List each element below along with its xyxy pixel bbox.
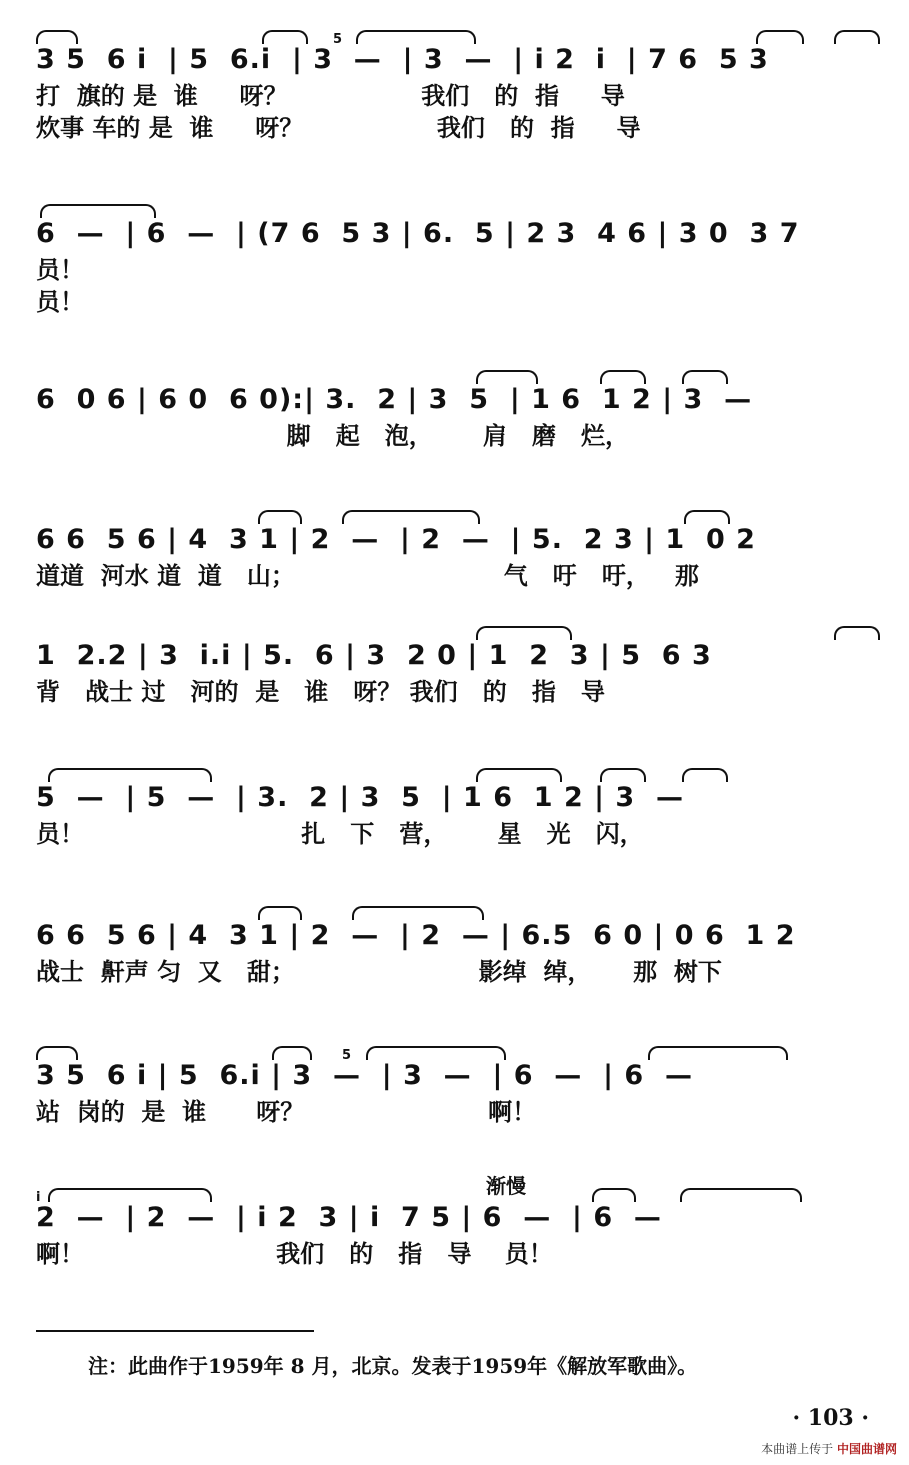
notation-line-3: 6 0 6 | 6 0 6 0):| 3. 2 | 3 5 | 1 6 1 2 | 3 —	[36, 384, 753, 415]
footnote-divider	[36, 1330, 314, 1332]
grace-note: 5	[342, 1048, 352, 1063]
page-number: · 103 ·	[792, 1405, 869, 1431]
lyric-line: 战士 鼾声 匀 又 甜； 影绰 绰， 那 树下	[36, 957, 722, 986]
slur-mark	[262, 30, 308, 44]
notation-line-2: 6 — | 6 — | (7 6 5 3 | 6. 5 | 2 3 4 6 | 3 0 3 7	[36, 218, 800, 249]
slur-mark	[36, 30, 78, 44]
slur-mark	[258, 906, 302, 920]
staff-system-9	[36, 1174, 886, 1270]
slur-mark	[756, 30, 804, 44]
slur-mark	[834, 30, 880, 44]
tie-mark	[648, 1046, 788, 1060]
grace-note: 5	[333, 32, 343, 47]
notation-line-7: 6 6 5 6 | 4 3 1 | 2 — | 2 — | 6.5 6 0 | 0 6 1 2	[36, 920, 796, 951]
footnote: 注：此曲作于1959年 8 月，北京。发表于1959年《解放军歌曲》。	[88, 1354, 698, 1378]
notation-line-9: 2 — | 2 — | i 2 3 | i 7 5 | 6 — | 6 —	[36, 1202, 662, 1233]
slur-mark	[476, 626, 572, 640]
site-logo-text: 中国曲谱网	[836, 1442, 897, 1456]
slur-mark	[476, 370, 538, 384]
staff-system-7	[36, 898, 886, 988]
staff-system-1	[36, 22, 886, 144]
notation-line-4: 6 6 5 6 | 4 3 1 | 2 — | 2 — | 5. 2 3 | 1 0 2	[36, 524, 756, 555]
tie-mark	[356, 30, 476, 44]
lyric-line: 员！	[36, 255, 84, 284]
tie-mark	[352, 906, 484, 920]
tie-mark	[366, 1046, 506, 1060]
lyric-line: 脚 起 泡， 肩 磨 烂，	[36, 421, 630, 450]
tie-mark	[680, 1188, 802, 1202]
slur-mark	[600, 370, 646, 384]
notation-line-1: 3 5 6 i | 5 6.i | 3 — | 3 — | i 2 i | 7 6 5 3	[36, 44, 769, 75]
tie-mark	[48, 1188, 212, 1202]
notation-line-8: 3 5 6 i | 5 6.i | 3 — | 3 — | 6 — | 6 —	[36, 1060, 693, 1091]
tie-mark	[40, 204, 156, 218]
staff-system-4	[36, 502, 886, 592]
slur-mark	[272, 1046, 312, 1060]
staff-system-5	[36, 618, 886, 708]
slur-mark	[476, 768, 562, 782]
slur-mark	[684, 510, 730, 524]
upload-watermark	[761, 1440, 897, 1457]
tie-mark	[48, 768, 212, 782]
slur-mark	[682, 768, 728, 782]
lyric-line: 站 岗的 是 谁 呀？ 啊！	[36, 1097, 537, 1126]
notation-line-6: 5 — | 5 — | 3. 2 | 3 5 | 1 6 1 2 | 3 —	[36, 782, 685, 813]
lyric-line: 炊事 车的 是 谁 呀？ 我们 的 指 导	[36, 113, 641, 142]
slur-mark	[600, 768, 646, 782]
notation-line-5: 1 2.2 | 3 i.i | 5. 6 | 3 2 0 | 1 2 3 | 5 6 3	[36, 640, 712, 671]
lyric-line: 啊！ 我们 的 指 导 员！	[36, 1239, 553, 1268]
slur-mark	[682, 370, 728, 384]
grace-note: i	[36, 1190, 41, 1205]
staff-system-6	[36, 760, 886, 850]
slur-mark	[36, 1046, 78, 1060]
tempo-direction: 渐慢	[486, 1174, 526, 1198]
lyric-line: 打 旗的 是 谁 呀？ 我们 的 指 导	[36, 81, 625, 110]
staff-system-8	[36, 1038, 886, 1128]
upload-note: 本曲谱上传于	[761, 1442, 834, 1456]
lyric-line: 员！	[36, 287, 84, 316]
lyric-line: 道道 河水 道 道 山； 气 吁 吁， 那	[36, 561, 699, 590]
slur-mark	[592, 1188, 636, 1202]
tie-mark	[342, 510, 480, 524]
slur-mark	[834, 626, 880, 640]
lyric-line: 员！ 扎 下 营， 星 光 闪，	[36, 819, 644, 848]
staff-system-3	[36, 362, 886, 452]
staff-system-2	[36, 196, 886, 318]
slur-mark	[258, 510, 302, 524]
lyric-line: 背 战士 过 河的 是 谁 呀？ 我们 的 指 导	[36, 677, 605, 706]
